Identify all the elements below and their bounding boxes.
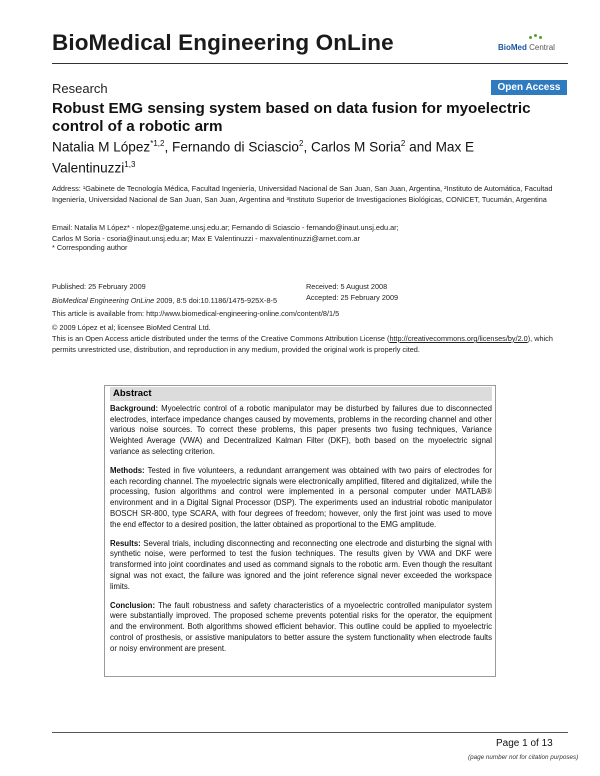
abstract-paragraph [110,466,492,530]
author-separator: , [164,139,173,155]
email-line: Email: Natalia M López* - nlopez@gateme.unsj.edu.ar; Fernando di Sciascio - fernando@inaut.unsj.edu.ar; [52,223,399,232]
abstract-box [104,385,496,677]
abstract-body [110,404,492,663]
biomed-central-logo[interactable] [495,34,567,56]
author-separator: , [303,139,311,155]
journal-title: BioMedical Engineering OnLine [52,30,394,55]
article-url[interactable]: This article is available from: http://www.biomedical-engineering-online.com/content/8/1/5 [52,309,340,318]
header-divider [52,63,568,64]
abstract-paragraph [110,404,492,458]
paragraph-text: Several trials, including disconnecting and reconnecting one electrode and disturbing the signal with synthetic noise, were performed to test the fusion techniques. The results given by VWA and DKF were transformed into joint coordinates and used as command signals to the robotic arm. Even though the resultant signal was not exact, the failure was ignored and the joint reference signal never exceeded the workspace limits. [110,538,492,591]
citation-journal: BioMedical Engineering OnLine [52,296,155,305]
author-affiliation-sup: 1,3 [124,160,136,170]
received-date: Received: 5 August 2008 [306,282,388,291]
article-title: Robust EMG sensing system based on data fusion for myoelectric control of a robotic arm [52,100,531,135]
copyright: © 2009 López et al; licensee BioMed Central Ltd. [52,323,211,332]
author-affiliation-sup: *1,2 [150,139,165,148]
author-affiliation-sup: 2 [400,139,406,148]
open-access-badge: Open Access [491,80,567,95]
license-link[interactable]: http://creativecommons.org/licenses/by/2.0 [389,334,528,343]
author-name: Fernando di Sciascio [172,139,299,155]
citation-details: 2009, 8:5 doi:10.1186/1475-925X-8-5 [154,296,278,305]
footer-divider [52,732,568,733]
published-date: Published: 25 February 2009 [52,282,146,291]
license-text-b: ), which permits unrestricted use, distribution, and reproduction in any medium, provided the original work is properly cited. [52,334,553,354]
author-name: Natalia M López [52,139,151,155]
author-emails [52,223,568,244]
corresponding-note: * Corresponding author [52,243,128,252]
author-list [52,135,522,177]
author-addresses: Address: ¹Gabinete de Tecnología Médica, Facultad Ingeniería, Universidad Nacional de San Juan, San Juan, Argentina, ²Instituto de Automática, Facultad Ingeniería, Universidad Nacional de San Juan, San Juan, Argentina and ³Instituto Superior de Investigaciones Biológicas, CONICET, Tucumán, Argentina [52,184,553,204]
accepted-date: Accepted: 25 February 2009 [306,293,399,302]
author-name: Carlos M Soria [311,139,401,155]
license-text [52,334,568,355]
email-line: Carlos M Soria - csoria@inaut.unsj.edu.ar; Max E Valentinuzzi - maxvalentinuzzi@arnet.com.ar [52,233,360,243]
paragraph-text: Tested in five volunteers, a redundant arrangement was obtained with two pairs of electrodes for each recording channel. The myoelectric signals were electronically amplified, filtered and digitalized, while the processing, fusion algorithms and control were implemented in a personal computer under MATLAB® environment and in a Digital Signal Processor (DSP). The experiments used an industrial robotic manipulator BOSCH SR-800, type SCARA, with four degrees of freedom; however, only the first joint was used to move the end effector to a desired position, the latter obtained as proportional to the EMG amplitude. [110,466,492,529]
paragraph-label: Conclusion: [110,600,156,610]
citation [52,296,277,307]
abstract-paragraph [110,601,492,655]
paragraph-label: Methods: [110,466,145,476]
author-affiliation-sup: 2 [298,139,304,148]
article-section: Research [52,81,108,96]
paragraph-text: Myoelectric control of a robotic manipulator may be disturbed by failures due to disconnected electrodes, interface impedance changes caused by movements, problems in the recording channel and other various noise sources. To correct these problems, this paper presents two fusing techniques, Variance Weighted Average (VWA) and Decentralized Kalman Filter (DKF), both based on the myoelectric signal variance as selecting criterion. [110,404,492,456]
logo-dots-icon [529,34,549,42]
page-number: Page 1 of 13 [496,738,553,749]
paragraph-label: Background: [110,404,159,413]
paragraph-text: The fault robustness and safety characteristics of a myoelectric controlled manipulator system were substantially improved. The proposed scheme prevents potential risks for the operator, the equipment and the environment. Both algorithms showed efficient behavior. This outline could be applied to myoelectric control of prosthesis, or assistive manipulators to better assure the system functionality when electrode faults or noisy environment are present. [110,600,492,653]
license-text-a: This is an Open Access article distributed under the terms of the Creative Commons Attribution License ( [52,334,390,343]
paragraph-label: Results: [110,538,141,548]
author-separator: and [405,139,436,155]
abstract-paragraph [110,539,492,593]
abstract-heading: Abstract [110,387,492,401]
logo-text: BioMed Central [498,43,555,52]
page-note: (page number not for citation purposes) [468,754,579,761]
author-name: Max E Valentinuzzi [52,139,475,176]
